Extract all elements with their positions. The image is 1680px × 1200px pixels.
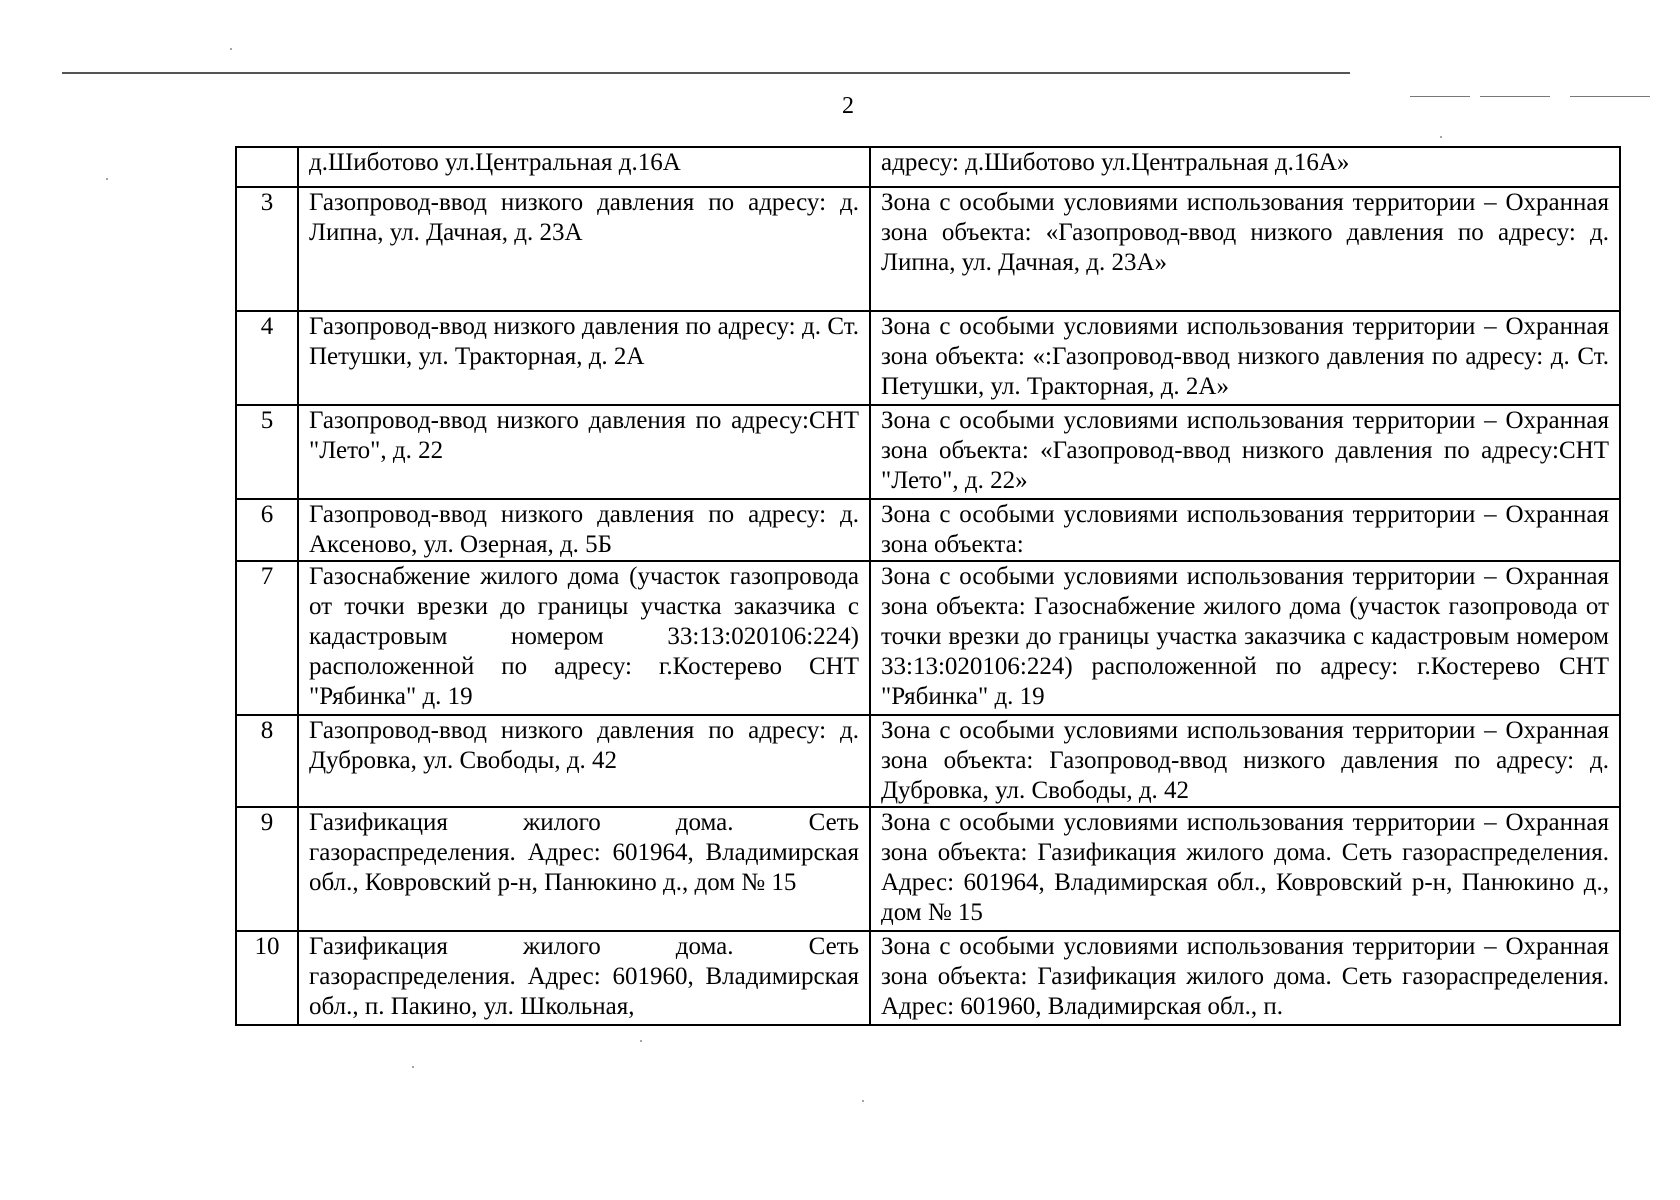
header-rule-fragment [1570, 96, 1650, 97]
object-cell: Газопровод-ввод низкого давления по адресу:СНТ "Лето", д. 22 [298, 405, 870, 499]
zone-cell: Зона с особыми условиями использования территории – Охранная зона объекта: Газификация жилого дома. Сеть газораспределения. Адрес: 601964, Владимирская обл., Ковровский р-н, Панюкино д., дом № 15 [870, 807, 1620, 931]
table-row [236, 147, 1620, 187]
table-row [236, 311, 1620, 405]
header-rule-fragment [1480, 96, 1550, 97]
row-number: 4 [236, 311, 298, 405]
row-number: 7 [236, 561, 298, 715]
object-cell: Газопровод-ввод низкого давления по адресу: д. Липна, ул. Дачная, д. 23А [298, 187, 870, 311]
table-row [236, 561, 1620, 715]
scan-speck [862, 1100, 864, 1102]
scan-speck [106, 178, 108, 180]
table-row [236, 807, 1620, 931]
scan-speck [1440, 136, 1442, 138]
table-row [236, 499, 1620, 561]
row-number [236, 147, 298, 187]
row-number: 10 [236, 931, 298, 1025]
zones-table [235, 146, 1621, 1026]
scan-speck [412, 1066, 414, 1068]
row-number: 8 [236, 715, 298, 807]
table-row [236, 187, 1620, 311]
table-row [236, 405, 1620, 499]
object-cell: Газоснабжение жилого дома (участок газопровода от точки врезки до границы участка заказчика с кадастровым номером 33:13:020106:224) расположенной по адресу: г.Костерево СНТ "Рябинка" д. 19 [298, 561, 870, 715]
zone-cell: Зона с особыми условиями использования территории – Охранная зона объекта: Газоснабжение жилого дома (участок газопровода от точки врезки до границы участка заказчика с кадастровым номером 33:13:020106:224) расположенной по адресу: г.Костерево СНТ "Рябинка" д. 19 [870, 561, 1620, 715]
row-number: 5 [236, 405, 298, 499]
row-number: 3 [236, 187, 298, 311]
table-row [236, 931, 1620, 1025]
scan-speck [640, 1040, 642, 1042]
object-cell: Газификация жилого дома. Сеть газораспределения. Адрес: 601960, Владимирская обл., п. Пакино, ул. Школьная, [298, 931, 870, 1025]
row-number: 9 [236, 807, 298, 931]
zone-cell: Зона с особыми условиями использования территории – Охранная зона объекта: Газопровод-ввод низкого давления по адресу: д. Дубровка, ул. Свободы, д. 42 [870, 715, 1620, 807]
zone-cell: Зона с особыми условиями использования территории – Охранная зона объекта: «Газопровод-ввод низкого давления по адресу:СНТ "Лето", д. 22» [870, 405, 1620, 499]
zone-cell: адресу: д.Шиботово ул.Центральная д.16А» [870, 147, 1620, 187]
zone-cell: Зона с особыми условиями использования территории – Охранная зона объекта: «:Газопровод-ввод низкого давления по адресу: д. Ст. Петушки, ул. Тракторная, д. 2А» [870, 311, 1620, 405]
header-rule [62, 72, 1350, 74]
zone-cell: Зона с особыми условиями использования территории – Охранная зона объекта: «Газопровод-ввод низкого давления по адресу: д. Липна, ул. Дачная, д. 23А» [870, 187, 1620, 311]
object-cell: Газопровод-ввод низкого давления по адресу: д. Ст. Петушки, ул. Тракторная, д. 2А [298, 311, 870, 405]
table-row [236, 715, 1620, 807]
scan-speck [230, 48, 232, 50]
row-number: 6 [236, 499, 298, 561]
object-cell: Газопровод-ввод низкого давления по адресу: д. Дубровка, ул. Свободы, д. 42 [298, 715, 870, 807]
header-rule-fragment [1410, 96, 1470, 97]
zone-cell: Зона с особыми условиями использования территории – Охранная зона объекта: [870, 499, 1620, 561]
object-cell: Газопровод-ввод низкого давления по адресу: д. Аксеново, ул. Озерная, д. 5Б [298, 499, 870, 561]
object-cell: д.Шиботово ул.Центральная д.16А [298, 147, 870, 187]
zone-cell: Зона с особыми условиями использования территории – Охранная зона объекта: Газификация жилого дома. Сеть газораспределения. Адрес: 601960, Владимирская обл., п. [870, 931, 1620, 1025]
page-number: 2 [842, 93, 854, 119]
object-cell: Газификация жилого дома. Сеть газораспределения. Адрес: 601964, Владимирская обл., Ковровский р-н, Панюкино д., дом № 15 [298, 807, 870, 931]
